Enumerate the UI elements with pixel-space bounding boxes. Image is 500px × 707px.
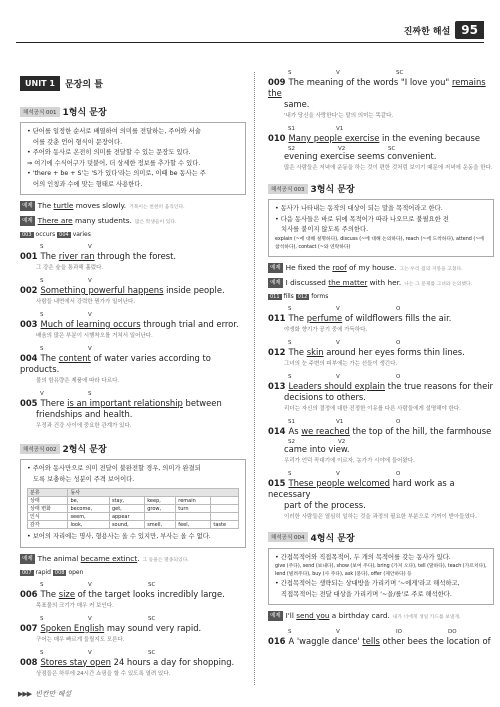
sentence-item xyxy=(20,616,246,644)
sentence-item xyxy=(268,126,494,172)
slot-label: S xyxy=(40,278,44,284)
example-badge: 예제 xyxy=(270,279,281,286)
table-cell: stay, xyxy=(109,497,144,505)
sentence-number: 002 xyxy=(20,285,38,295)
grammar-slots xyxy=(268,471,494,478)
sentence-number: 005 xyxy=(20,398,38,408)
english-sentence: 005 There is an important relationship between friendships and health. xyxy=(20,398,246,420)
rule-line: 직접목적어는 전달 대상을 가리키며 '~을/를'로 주로 해석한다. xyxy=(281,590,452,598)
table-cell xyxy=(211,513,239,521)
footer-arrows: ▶▶▶ xyxy=(18,690,32,698)
grammar-slots xyxy=(268,437,494,444)
table-cell: 인식 xyxy=(28,513,68,521)
grammar-slots xyxy=(20,346,246,353)
korean-translation: 배움의 많은 부분이 시행착오를 거쳐서 일어난다. xyxy=(36,333,153,339)
grammar-slots xyxy=(20,391,246,398)
english-sentence: 008 Stores stay open 24 hours a day for shopping. xyxy=(20,656,235,667)
sentence-list xyxy=(268,629,494,647)
sentence-item xyxy=(20,391,246,430)
table-cell xyxy=(176,513,211,521)
slot-label: S xyxy=(288,339,292,346)
table-cell: seem, xyxy=(68,513,110,521)
rule-line: ⇒ 여기에 수식어구가 덧붙어, 더 상세한 정보를 추가할 수 있다. xyxy=(27,159,201,167)
slot-label: V xyxy=(336,305,340,312)
formula-tag: 해석공식 004 xyxy=(268,532,308,542)
slot-label: S2 xyxy=(288,146,295,152)
rule-line: 치사를 붙이지 않도록 주의한다. xyxy=(281,226,369,233)
verb-list: explain (~에 대해 설명하다), discuss (~에 대해 논의하다), reach (~에 도착하다), attend (~에 참석하다), contact (~와 연락하다) xyxy=(275,236,484,250)
slot-label: S xyxy=(40,615,44,622)
slot-label: S1 xyxy=(288,418,295,425)
english-sentence: 016 A 'waggle dance' tells other bees the location of xyxy=(268,636,491,646)
sentence-number: 016 xyxy=(268,636,286,646)
rule-box-1 xyxy=(20,122,246,195)
rule-box-2 xyxy=(20,459,246,548)
table-cell: taste xyxy=(211,521,239,529)
table-cell xyxy=(211,497,239,505)
table-cell: 상태 변화 xyxy=(28,505,68,513)
slot-label: S xyxy=(288,629,292,635)
grammar-slots xyxy=(20,312,246,319)
grammar-slots xyxy=(20,650,246,657)
grammar-slots xyxy=(268,144,494,151)
rule-box-3 xyxy=(268,199,494,257)
table-cell: turn xyxy=(176,505,211,513)
slot-label: V xyxy=(336,373,340,380)
section-name: 4형식 문장 xyxy=(310,533,355,544)
rule-line: • 'there + be + S'는 'S가 있다'라는 의미로, 이때 be 동사는 주 xyxy=(27,170,206,177)
rule-line: • 주어와 동사만으로 의미 전달이 불완전할 경우, 의미가 완결되 xyxy=(27,465,201,472)
sentence-number: 003 xyxy=(20,319,38,329)
sentence-item xyxy=(268,374,494,413)
example-line: 예제 There are many students. 많은 학생들이 있다. xyxy=(22,216,177,225)
sentence-number: 010 xyxy=(268,133,286,143)
korean-translation: 구어는 매우 빠르게 들릴지도 모른다. xyxy=(36,636,125,643)
example-badge: 예제 xyxy=(22,555,33,562)
slot-label: V xyxy=(88,244,92,250)
rule-line: • 간접목적어는 생략되는 상대방을 가리키며 '~에게'라고 해석하고, xyxy=(275,580,460,587)
rule-line: 어의 인칭과 수에 맞는 형태로 사용한다. xyxy=(33,180,143,188)
example-badge: 예제 xyxy=(270,613,281,619)
slot-label: S xyxy=(40,346,44,352)
slot-label: S xyxy=(88,391,92,397)
table-cell: feel, xyxy=(176,521,211,529)
slot-label: V xyxy=(88,346,92,352)
english-sentence: 007 Spoken English may sound very rapid. xyxy=(20,622,202,633)
table-cell: 감각 xyxy=(28,521,68,529)
sentence-item xyxy=(20,346,246,385)
table-cell: be, xyxy=(68,497,110,505)
korean-translation: '내가 당신을 사랑한다'는 말의 의미는 똑같다. xyxy=(284,113,394,119)
english-sentence: 013 Leaders should explain the true reasons for their decisions to others. xyxy=(268,380,493,402)
right-column xyxy=(268,64,494,647)
slot-label: V2 xyxy=(338,146,346,152)
slot-label: S xyxy=(40,581,44,588)
table-cell: look, xyxy=(68,521,110,529)
slot-label: V1 xyxy=(336,126,344,132)
section-name: 3형식 문장 xyxy=(310,185,355,195)
rule-line: • 보어의 자리에는 명사, 형용사는 올 수 있지만, 부사는 올 수 없다. xyxy=(27,533,211,540)
slot-label: V xyxy=(336,629,340,635)
table-cell: remain xyxy=(176,497,211,505)
english-sentence: 002 Something powerful happens inside people. xyxy=(20,285,225,295)
example-line: 예제 He fixed the roof of my house. 그는 우리 집의 지붕을 고쳤다. xyxy=(270,262,463,272)
grammar-slots xyxy=(268,629,494,636)
section-head-2 xyxy=(20,442,246,455)
table-cell: smell, xyxy=(145,521,176,529)
grammar-slots xyxy=(20,582,246,589)
sentence-continuation: evening exercise seems convenient. xyxy=(284,151,437,161)
english-sentence: 015 These people welcomed hard work as a necessary part of the process. xyxy=(268,478,494,511)
sentence-list xyxy=(20,244,246,430)
sentence-number: 012 xyxy=(268,346,286,357)
formula-tag: 해석공식 003 xyxy=(268,184,308,194)
column-divider xyxy=(254,72,255,685)
sentence-list xyxy=(268,306,494,521)
slot-label: V xyxy=(88,649,92,656)
korean-translation: 야생화 향기가 공기 중에 가득하다. xyxy=(284,326,368,333)
page-header xyxy=(404,20,484,40)
sentence-continuation: came into view. xyxy=(284,443,350,454)
sentence-number: 011 xyxy=(268,312,286,323)
english-sentence: 011 The perfume of wildflowers fills the air. xyxy=(268,312,452,323)
example-line: 예제 I discussed the matter with her. 나는 그 문제를 그녀와 논의했다. xyxy=(270,277,473,287)
table-row xyxy=(28,513,239,521)
korean-translation: 이러한 사람들은 열심히 일하는 것을 과정의 필요한 부분으로 기꺼이 받아들였다. xyxy=(284,513,477,520)
grammar-slots xyxy=(268,374,494,381)
example-badge: 예제 xyxy=(270,264,281,271)
slot-label: S xyxy=(288,470,292,477)
slot-label: O xyxy=(396,470,401,477)
example-line: 예제 The animal became extinct. 그 동물은 멸종되었다. xyxy=(22,553,189,563)
sentence-item xyxy=(20,244,246,272)
slot-label: SC xyxy=(388,146,396,152)
slot-label: O xyxy=(396,418,401,425)
section-name: 1형식 문장 xyxy=(62,108,107,118)
slot-label: V xyxy=(336,70,340,76)
slot-label: S2 xyxy=(288,438,295,445)
korean-translation: 그녀의 눈 주변의 피부에는 가는 선들이 생긴다. xyxy=(284,360,398,367)
example-badge: 예제 xyxy=(22,203,33,209)
footer-brand: 빈칸만 해설 xyxy=(35,690,72,698)
table-cell: grow, xyxy=(145,505,176,513)
english-sentence: 006 The size of the target looks incredibly large. xyxy=(20,588,225,599)
sentence-number: 004 xyxy=(20,353,38,363)
slot-label: S xyxy=(40,312,44,318)
slot-label: S xyxy=(288,70,292,76)
sentence-item xyxy=(268,340,494,368)
slot-label: S xyxy=(288,373,292,380)
table-cell: appear xyxy=(109,513,144,521)
korean-translation: 우리가 언덕 꼭대기에 이르자, 농가가 시야에 들어왔다. xyxy=(284,457,415,464)
english-sentence: 009 The meaning of the words "I love you" remains the same. xyxy=(268,77,494,110)
grammar-slots xyxy=(20,616,246,623)
korean-translation: 목표물의 크기가 매우 커 보인다. xyxy=(36,602,114,609)
sentence-continuation: friendships and health. xyxy=(36,409,133,419)
grammar-slots xyxy=(20,244,246,251)
grammar-slots xyxy=(20,278,246,285)
left-column xyxy=(20,76,246,678)
slot-label: S1 xyxy=(288,126,295,132)
grammar-slots xyxy=(268,419,494,426)
table-cell xyxy=(211,505,239,513)
slot-label: V xyxy=(88,278,92,284)
korean-translation: 사람들 내면에서 강력한 뭔가가 일어난다. xyxy=(36,299,136,305)
slot-label: S xyxy=(40,649,44,656)
slot-label: V1 xyxy=(336,418,344,425)
table-cell: get, xyxy=(109,505,144,513)
sentence-number: 013 xyxy=(268,380,286,391)
sentence-number: 001 xyxy=(20,251,38,261)
vocab-tagline: 003 occurs 004 varies xyxy=(22,231,91,238)
sentence-item xyxy=(20,278,246,306)
header-rule xyxy=(16,42,484,43)
unit-header xyxy=(20,76,246,91)
grammar-slots xyxy=(268,70,494,77)
vocab-tagline: 007 rapid 008 open xyxy=(22,568,84,576)
slot-label: O xyxy=(396,305,401,312)
section-head-1 xyxy=(20,105,246,118)
slot-label: DO xyxy=(448,629,457,635)
table-row xyxy=(28,521,239,529)
grammar-slots xyxy=(268,306,494,313)
sentence-number: 009 xyxy=(268,77,286,87)
korean-translation: 상점들은 하루에 24시간 쇼핑을 할 수 있도록 열려 있다. xyxy=(36,670,171,677)
section-name: 2형식 문장 xyxy=(62,445,107,455)
slot-label: SC xyxy=(148,615,156,622)
slot-label: SC xyxy=(148,581,156,588)
slot-label: O xyxy=(396,339,401,346)
sentence-item xyxy=(268,471,494,521)
slot-label: S xyxy=(40,244,44,250)
english-sentence: 004 The content of water varies according to products. xyxy=(20,353,211,374)
table-row xyxy=(28,505,239,513)
table-cell: 상태 xyxy=(28,497,68,505)
sentence-item xyxy=(268,419,494,465)
grammar-slots xyxy=(268,340,494,347)
sentence-continuation: decisions to others. xyxy=(284,391,366,402)
slot-label: V xyxy=(336,339,340,346)
english-sentence: 010 Many people exercise in the evening because S2 V2 SC evening exercise seems convenient. xyxy=(268,133,494,162)
rule-line: • 단어를 일정한 순서로 배열하여 의미를 전달하는, 주어와 서술 xyxy=(27,128,201,135)
table-cell: become, xyxy=(68,505,110,513)
sentence-item xyxy=(20,582,246,610)
unit-badge: UNIT 1 xyxy=(20,76,60,91)
sentence-item xyxy=(268,70,494,120)
table-cell: sound, xyxy=(109,521,144,529)
slot-label: SC xyxy=(396,70,404,76)
example-badge: 예제 xyxy=(22,218,33,224)
slot-label: O xyxy=(396,373,401,380)
sentence-item xyxy=(268,629,494,647)
grammar-slots xyxy=(268,126,494,133)
verb-table xyxy=(27,488,239,529)
example-line: 예제 I'll send you a birthday card. 내가 너에게 생일 카드를 보낼게. xyxy=(270,611,461,620)
sentence-number: 014 xyxy=(268,425,286,436)
page-footer xyxy=(18,689,71,699)
korean-translation: 우정과 건강 사이에 중요한 관계가 있다. xyxy=(36,423,132,429)
sentence-item xyxy=(268,306,494,334)
korean-translation: 물의 함유량은 제품에 따라 다르다. xyxy=(36,378,120,384)
sentence-number: 008 xyxy=(20,656,38,667)
rule-line: • 다음 동사들은 바로 뒤에 목적어가 따라 나오므로 불필요한 전 xyxy=(275,215,449,223)
table-header: 분류 xyxy=(28,489,68,497)
rule-line: • 주어와 동사로 온전히 의미를 전달할 수 있는 문장도 있다. xyxy=(27,149,191,156)
formula-tag: 해석공식 001 xyxy=(20,107,60,117)
formula-tag: 해석공식 002 xyxy=(20,444,60,454)
vocab-tagline: 011 fills 012 forms xyxy=(270,292,329,300)
section-head-3 xyxy=(268,182,494,195)
table-cell: keep, xyxy=(145,497,176,505)
slot-label: V2 xyxy=(338,438,346,445)
slot-label: SC xyxy=(148,649,156,656)
rule-line: 어를 갖춘 언어 형식이 문장이다. xyxy=(33,138,123,146)
korean-translation: 리더는 자신의 결정에 대한 진정한 이유를 다른 사람들에게 설명해야 한다. xyxy=(284,405,461,412)
verb-list: give (주다), send (보내다), show (보여 주다), bring (가져 오다), tell (말하다), teach (가르치다), lend (빌려주다), buy (사 주다), ask (묻다), offer (제안하다) 등 xyxy=(275,564,487,577)
slot-label: IO xyxy=(396,629,402,635)
sentence-list xyxy=(268,70,494,172)
table-row xyxy=(28,497,239,505)
section-title: 진짜한 해설 xyxy=(403,26,451,37)
table-cell xyxy=(145,513,176,521)
page-number: 95 xyxy=(455,21,484,39)
section-head-4 xyxy=(268,531,494,544)
example-line: 예제 The turtle moves slowly. 거북이는 천천히 움직인다. xyxy=(22,201,185,210)
english-sentence: 012 The skin around her eyes forms thin lines. xyxy=(268,346,465,357)
rule-line: • 간접목적어와 직접목적어, 두 개의 목적어를 갖는 동사가 있다. xyxy=(275,553,451,561)
sentence-number: 006 xyxy=(20,588,38,599)
rule-box-4 xyxy=(268,548,494,606)
english-sentence: 003 Much of learning occurs through trial and error. xyxy=(20,319,239,329)
rule-line: • 동사가 나타내는 동작의 대상이 되는 말을 목적어라고 한다. xyxy=(275,205,443,212)
sentence-continuation: same. xyxy=(284,99,310,109)
sentence-list xyxy=(20,582,246,678)
korean-translation: 많은 사람들은 저녁에 운동을 하는 것이 편한 것처럼 보이기 때문에 저녁에 운동을 한다. xyxy=(284,165,493,171)
sentence-item xyxy=(20,650,246,678)
english-sentence: 014 As we reached the top of the hill, the farmhouse S2 V2 came into view. xyxy=(268,426,494,455)
slot-label: V xyxy=(336,470,340,477)
sentence-number: 007 xyxy=(20,622,38,633)
sentence-continuation: part of the process. xyxy=(284,499,366,510)
slot-label: V xyxy=(88,615,92,622)
slot-label: S xyxy=(288,305,292,312)
korean-translation: 그 강은 숲을 통과해 흘렀다. xyxy=(36,265,104,271)
slot-label: V xyxy=(88,581,92,588)
slot-label: V xyxy=(40,391,44,397)
rule-line: 도록 보충하는 성분이 주격 보어이다. xyxy=(33,475,135,483)
sentence-item xyxy=(20,312,246,340)
slot-label: V xyxy=(88,312,92,318)
unit-title: 문장의 틀 xyxy=(64,80,103,90)
table-header: 동사 xyxy=(68,489,239,497)
sentence-number: 015 xyxy=(268,477,286,488)
english-sentence: 001 The river ran through the forest. xyxy=(20,251,177,261)
